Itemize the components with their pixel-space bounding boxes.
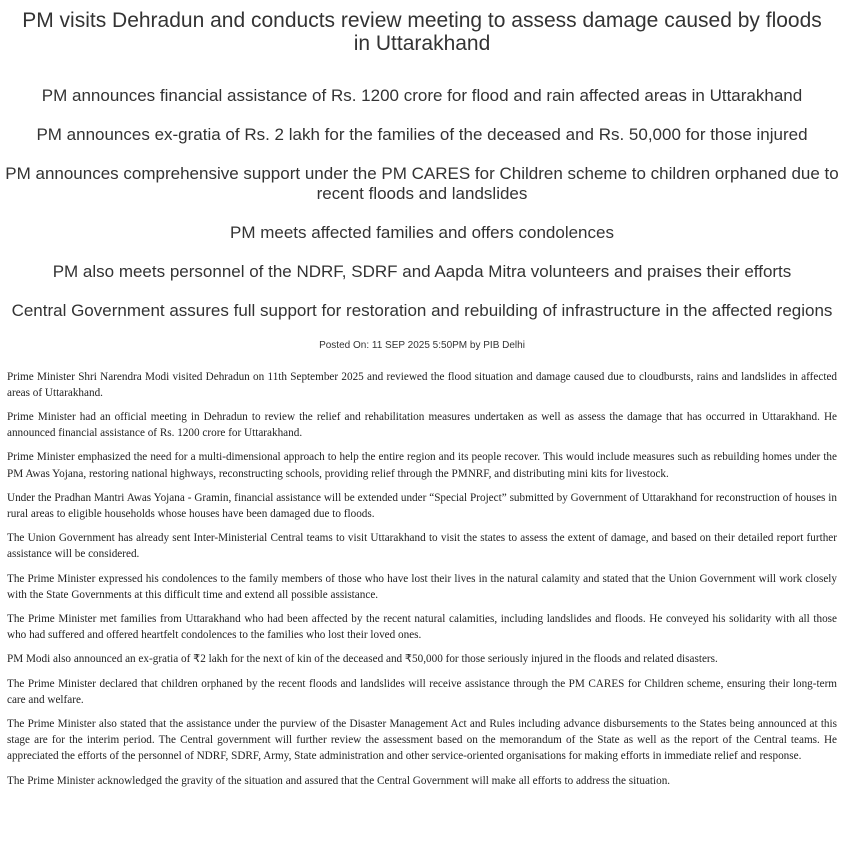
body-paragraph: The Prime Minister also stated that the assistance under the purview of the Disaster Management Act and Rules including advance disbursements to the States being announced at this stage are for the interim period. The Central government will further review the assessment based on the memorandum of the State as well as the report of the Central teams. He appreciated the efforts of the personnel of NDRF, SDRF, Army, State administration and other service-oriented organisations for making efforts in immediate relief and response. [7,717,837,763]
highlight-item: PM meets affected families and offers condolences [230,222,614,242]
highlight-item: PM announces ex-gratia of Rs. 2 lakh for the families of the deceased and Rs. 50,000 for those injured [36,125,808,144]
article-body [0,369,844,789]
body-paragraph: The Prime Minister declared that children orphaned by the recent floods and landslides will receive assistance through the PM CARES for Children scheme, ensuring their long-term care and welfare. [7,677,837,706]
body-paragraph: Prime Minister had an official meeting in Dehradun to review the relief and rehabilitation measures undertaken as well as assess the damage that has occurred in Uttarakhand. He announced financial assistance of Rs. 1200 crore for Uttarakhand. [7,410,837,440]
body-paragraph: The Union Government has already sent Inter-Ministerial Central teams to visit Uttarakhand to visit the states to assess the extent of damage, and based on their detailed report further assistance will be considered. [7,532,837,561]
highlight-item: Central Government assures full support for restoration and rebuilding of infrastructure in the affected regions [11,300,833,320]
highlight-item: PM also meets personnel of the NDRF, SDRF and Aapda Mitra volunteers and praises their efforts [52,261,792,281]
body-paragraph: Prime Minister Shri Narendra Modi visited Dehradun on 11th September 2025 and reviewed the flood situation and damage caused due to cloudbursts, rains and landslides in affected areas of Uttarakhand. [7,370,837,399]
body-paragraph: Under the Pradhan Mantri Awas Yojana - Gramin, financial assistance will be extended under “Special Project” submitted by Government of Uttarakhand for reconstruction of houses in rural areas to eligible households whose houses have been damaged due to floods. [7,491,837,520]
posted-on-line: Posted On: 11 SEP 2025 5:50PM by PIB Delhi [319,339,525,351]
highlight-item: PM announces comprehensive support under the PM CARES for Children scheme to children orphaned due to recent floods and landslides [5,164,839,203]
body-paragraph: The Prime Minister expressed his condolences to the family members of those who have lost their lives in the natural calamity and stated that the Union Government will work closely with the State Governments at this difficult time and extend all possible assistance. [7,572,837,601]
highlight-item: PM announces financial assistance of Rs. 1200 crore for flood and rain affected areas in Uttarakhand [41,86,803,105]
body-paragraph: The Prime Minister acknowledged the gravity of the situation and assured that the Central Government will make all efforts to address the situation. [7,774,671,787]
page-title: PM visits Dehradun and conducts review meeting to assess damage caused by floods in Uttarakhand [22,9,822,55]
body-paragraph: The Prime Minister met families from Uttarakhand who had been affected by the recent natural calamities, including landslides and floods. He conveyed his solidarity with all those who had suffered and offered heartfelt condolences to the families who lost their loved ones. [7,612,837,642]
body-paragraph: PM Modi also announced an ex-gratia of ₹2 lakh for the next of kin of the deceased and ₹50,000 for those seriously injured in the floods and related disasters. [7,653,718,666]
body-paragraph: Prime Minister emphasized the need for a multi-dimensional approach to help the entire region and its people recover. This would include measures such as rebuilding homes under the PM Awas Yojana, restoring national highways, reconstructing schools, providing relief through the PMNRF, and distributing mini kits for livestock. [7,451,837,480]
highlights-list [0,86,844,320]
